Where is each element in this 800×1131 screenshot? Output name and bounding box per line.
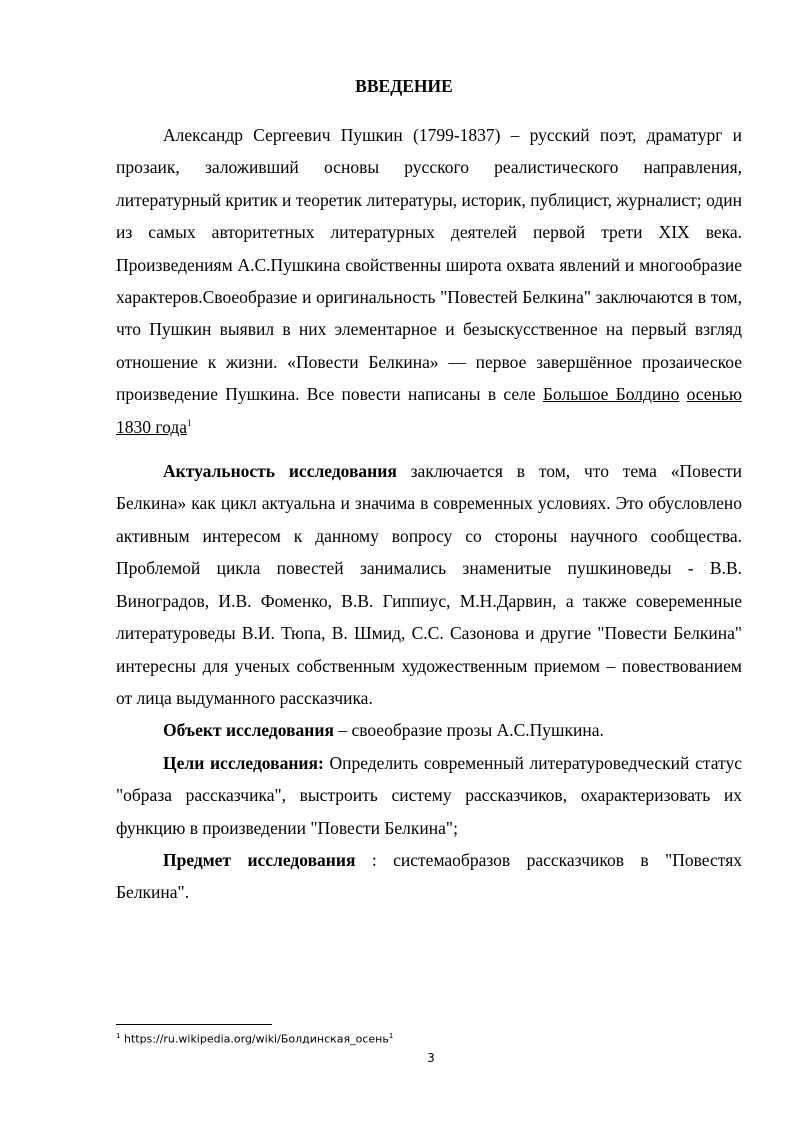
subject-heading: Предмет исследования [163,849,356,870]
paragraph-text: заключается в том, что тема «Повести Белкина» как цикл актуальна и значима в современных условиях. Это обусловлено активным интересом к данному вопросу со стороны научного сообщества. Проблемой цикла повестей занимались знаменитые пушкиноведы - В.В. Виноградов, И.В. Фоменко, В.В. Гиппиус, М.Н.Дарвин, а также совеременные литературоведы В.И. Тюпа, В. Шмид, С.С. Сазонова и другие "Повести Белкина" интересны для ученых собственным художественным приемом – повествованием от лица выдуманного рассказчика. [116,461,742,708]
intro-paragraph [116,119,742,443]
paragraph-text: – своеобразие прозы А.С.Пушкина. [333,720,604,741]
footnote-marker: 1 [116,1032,121,1040]
footnote-reference[interactable]: 1 [187,417,192,428]
goals-heading: Цели исследования: [163,752,324,773]
relevance-heading: Актуальность исследования [163,461,397,482]
footnote-url[interactable]: https://ru.wikipedia.org/wiki/Болдинская_осень [120,1032,389,1046]
subject-paragraph [116,844,742,909]
page-number: 3 [427,1051,435,1065]
footnote [116,1032,393,1046]
paragraph-text: Александр Сергеевич Пушкин (1799-1837) – русский поэт, драматург и прозаик, заложивший основы русского реалистического направления, литературный критик и теоретик литературы, историк, публицист, журналист; один из самых авторитетных литературных деятелей первой трети XIX века. Произведениям А.С.Пушкина свойственны широта охвата явлений и многообразие характеров.Своеобразие и оригинальность "Повестей Белкина" заключаются в том, что Пушкин выявил в них элементарное и безыскусственное на первый взгляд отношение к жизни. «Повести Белкина» — первое завершённое прозаическое произведение Пушкина. Все повести написаны в селе [116,125,742,405]
paragraph-text: : системаобразов рассказчиков в "Повестях Белкина". [116,849,742,903]
object-heading: Объект исследования [163,720,334,741]
object-paragraph [116,714,742,746]
footnote-end-marker: 1 [388,1032,394,1040]
body-text [116,119,742,909]
paragraph-text: Определить современный литературоведческий статус "образа рассказчика", выстроить систему рассказчиков, охарактеризовать их функцию в произведении "Повести Белкина"; [116,752,742,838]
space [679,384,686,404]
goals-paragraph [116,747,742,844]
autumn-1830-link[interactable]: осенью 1830 года [116,384,742,437]
page-title: ВВЕДЕНИЕ [355,76,453,96]
footnote-divider [116,1024,272,1025]
relevance-paragraph [116,455,742,714]
bolshoe-boldino-link[interactable]: Большое Болдино [542,384,680,405]
